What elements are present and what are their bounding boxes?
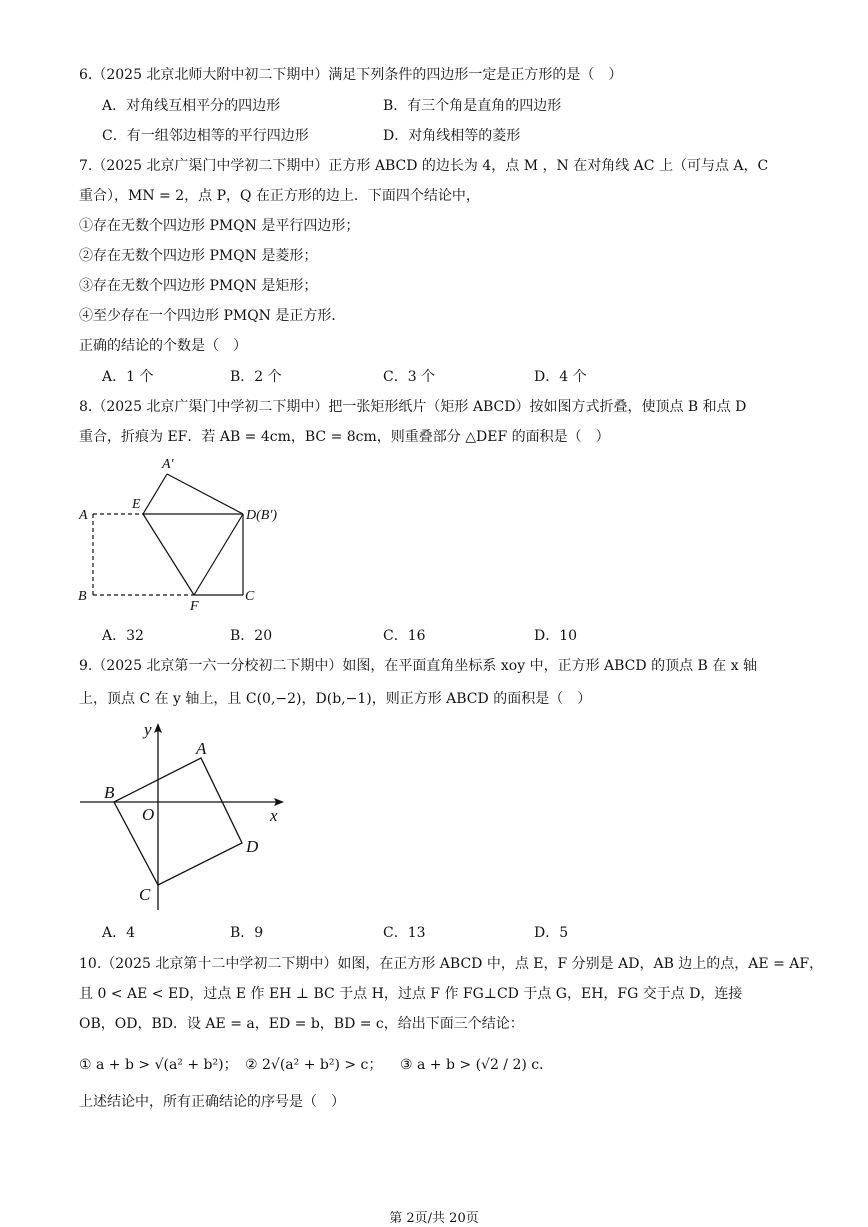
q9-label-c: C	[139, 885, 151, 904]
q6-option-a: A．对角线互相平分的四边形	[102, 98, 281, 114]
q8-edge-a1d	[167, 474, 243, 514]
q10-stem-line2: 且 0 < AE < ED，过点 E 作 EH ⊥ BC 于点 H，过点 F 作 FG⊥CD 于点 G，EH，FG 交于点 D，连接	[79, 986, 743, 1002]
q9-label-a: A	[196, 739, 207, 758]
q7-option-b: B．2 个	[230, 369, 282, 385]
q10-stem-line1: 10.（2025 北京第十二中学初二下期中）如图，在正方形 ABCD 中，点 E，F 分别是 AD，AB 边上的点，AE = AF，	[79, 956, 824, 972]
q7-statement-2: ②存在无数个四边形 PMQN 是菱形；	[79, 248, 318, 264]
q6-option-c: C．有一组邻边相等的平行四边形	[102, 128, 309, 144]
q10-conclusion-3: ③ a + b > (√2 / 2) c．	[400, 1057, 554, 1073]
q7-ask: 正确的结论的个数是（ ）	[79, 338, 247, 354]
q6-option-b: B．有三个角是直角的四边形	[383, 98, 562, 114]
q7-statement-1: ①存在无数个四边形 PMQN 是平行四边形；	[79, 218, 360, 234]
q9-square	[114, 758, 242, 885]
q9-label-o: O	[142, 805, 155, 824]
q6-stem: 6.（2025 北京北师大附中初二下期中）满足下列条件的四边形一定是正方形的是（ ）	[79, 67, 623, 83]
q7-statement-3: ③存在无数个四边形 PMQN 是矩形；	[79, 278, 318, 294]
q7-stem-line2: 重合），MN = 2，点 P，Q 在正方形的边上．下面四个结论中，	[79, 188, 480, 204]
q9-label-y: y	[144, 720, 152, 739]
q9-label-d: D	[246, 837, 259, 856]
q7-statement-4: ④至少存在一个四边形 PMQN 是正方形．	[79, 308, 346, 324]
q9-option-c: C．13	[383, 925, 426, 941]
q9-stem-line1: 9.（2025 北京第一六一分校初二下期中）如图，在平面直角坐标系 xoy 中，正方形 ABCD 的顶点 B 在 x 轴	[79, 658, 758, 674]
q9-option-b: B．9	[230, 925, 264, 941]
q8-crease-ef	[143, 514, 194, 595]
q9-label-x: x	[270, 806, 278, 825]
q8-edge-ea1	[143, 474, 167, 514]
q8-label-a: A	[79, 508, 88, 523]
q8-label-a1: A′	[162, 457, 174, 472]
q10-conclusion-1: ① a + b > √(a² + b²)；	[79, 1057, 238, 1073]
page-footer: 第 2页/共 20页	[389, 1211, 479, 1226]
q7-option-d: D．4 个	[534, 369, 587, 385]
q7-stem-line1: 7.（2025 北京广渠门中学初二下期中）正方形 ABCD 的边长为 4，点 M ，N 在对角线 AC 上（可与点 A，C	[79, 158, 769, 174]
q8-option-c: C．16	[383, 628, 426, 644]
q9-label-b: B	[104, 783, 115, 802]
q8-option-b: B．20	[230, 628, 273, 644]
q9-option-a: A．4	[102, 925, 136, 941]
q7-option-c: C．3 个	[383, 369, 436, 385]
q8-stem-line1: 8.（2025 北京广渠门中学初二下期中）把一张矩形纸片（矩形 ABCD）按如图方式折叠，使顶点 B 和点 D	[79, 399, 747, 415]
q8-label-b: B	[78, 589, 87, 604]
q9-coordinate-figure	[70, 715, 300, 915]
q8-stem-line2: 重合，折痕为 EF．若 AB = 4cm，BC = 8cm，则重叠部分 △DEF 的面积是（ ）	[79, 429, 610, 445]
q8-fold-figure	[70, 450, 300, 615]
q8-label-c: C	[245, 589, 255, 604]
q7-option-a: A．1 个	[102, 369, 154, 385]
q8-option-d: D．10	[534, 628, 578, 644]
q8-label-e: E	[132, 497, 141, 512]
q9-stem-line2: 上，顶点 C 在 y 轴上，且 C(0,−2)，D(b,−1)，则正方形 ABCD 的面积是（ ）	[79, 691, 592, 707]
q9-option-d: D．5	[534, 925, 569, 941]
q6-option-d: D．对角线相等的菱形	[383, 128, 521, 144]
q10-ask: 上述结论中，所有正确结论的序号是（ ）	[79, 1094, 345, 1110]
q8-edge-fd	[194, 514, 243, 595]
q10-stem-line3: OB，OD，BD．设 AE = a，ED = b，BD = c，给出下面三个结论：	[79, 1016, 524, 1032]
q8-label-d: D(B′)	[246, 508, 278, 523]
q8-option-a: A．32	[102, 628, 144, 644]
q8-label-f: F	[190, 599, 199, 614]
q10-conclusion-2: ② 2√(a² + b²) > c；	[245, 1057, 383, 1073]
